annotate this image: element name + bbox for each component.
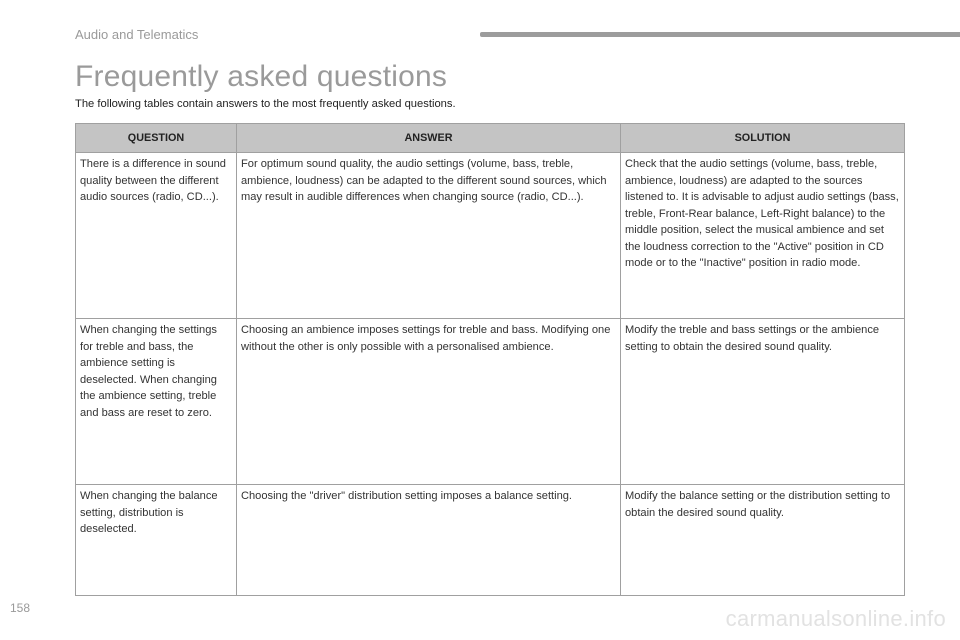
page-number: 158 — [10, 601, 31, 615]
answer-cell: Choosing an ambience imposes settings for treble and bass. Modifying one without the other is only possible with a personalised ambience. — [237, 319, 621, 485]
table-header-row — [76, 124, 905, 153]
question-cell: There is a difference in sound quality between the different audio sources (radio, CD...). — [76, 153, 237, 319]
answer-cell: Choosing the "driver" distribution setting imposes a balance setting. — [237, 485, 621, 596]
solution-cell: Check that the audio settings (volume, bass, treble, ambience, loudness) are adapted to the sources listened to. It is advisable to adjust audio settings (bass, treble, Front-Rear balance, Left-Right balance) to the middle position, select the musical ambience and set the loudness correction to the "Active" position in CD mode or to the "Inactive" position in radio mode. — [621, 153, 905, 319]
solution-cell: Modify the treble and bass settings or the ambience setting to obtain the desired sound quality. — [621, 319, 905, 485]
column-header-question: QUESTION — [76, 124, 237, 153]
section-header: Audio and Telematics — [75, 27, 199, 42]
intro-text: The following tables contain answers to the most frequently asked questions. — [75, 98, 456, 110]
header-bar — [480, 32, 960, 37]
table-row — [76, 319, 905, 485]
question-cell: When changing the settings for treble and bass, the ambience setting is deselected. When changing the ambience setting, treble and bass are reset to zero. — [76, 319, 237, 485]
column-header-answer: ANSWER — [237, 124, 621, 153]
table-row — [76, 485, 905, 596]
faq-table — [75, 123, 905, 596]
column-header-solution: SOLUTION — [621, 124, 905, 153]
watermark: carmanualsonline.info — [725, 606, 946, 631]
solution-cell: Modify the balance setting or the distribution setting to obtain the desired sound quality. — [621, 485, 905, 596]
question-cell: When changing the balance setting, distribution is deselected. — [76, 485, 237, 596]
answer-cell: For optimum sound quality, the audio settings (volume, bass, treble, ambience, loudness) can be adapted to the different sound sources, which may result in audible differences when changing source (radio, CD...). — [237, 153, 621, 319]
page-title: Frequently asked questions — [75, 60, 448, 93]
table-row — [76, 153, 905, 319]
